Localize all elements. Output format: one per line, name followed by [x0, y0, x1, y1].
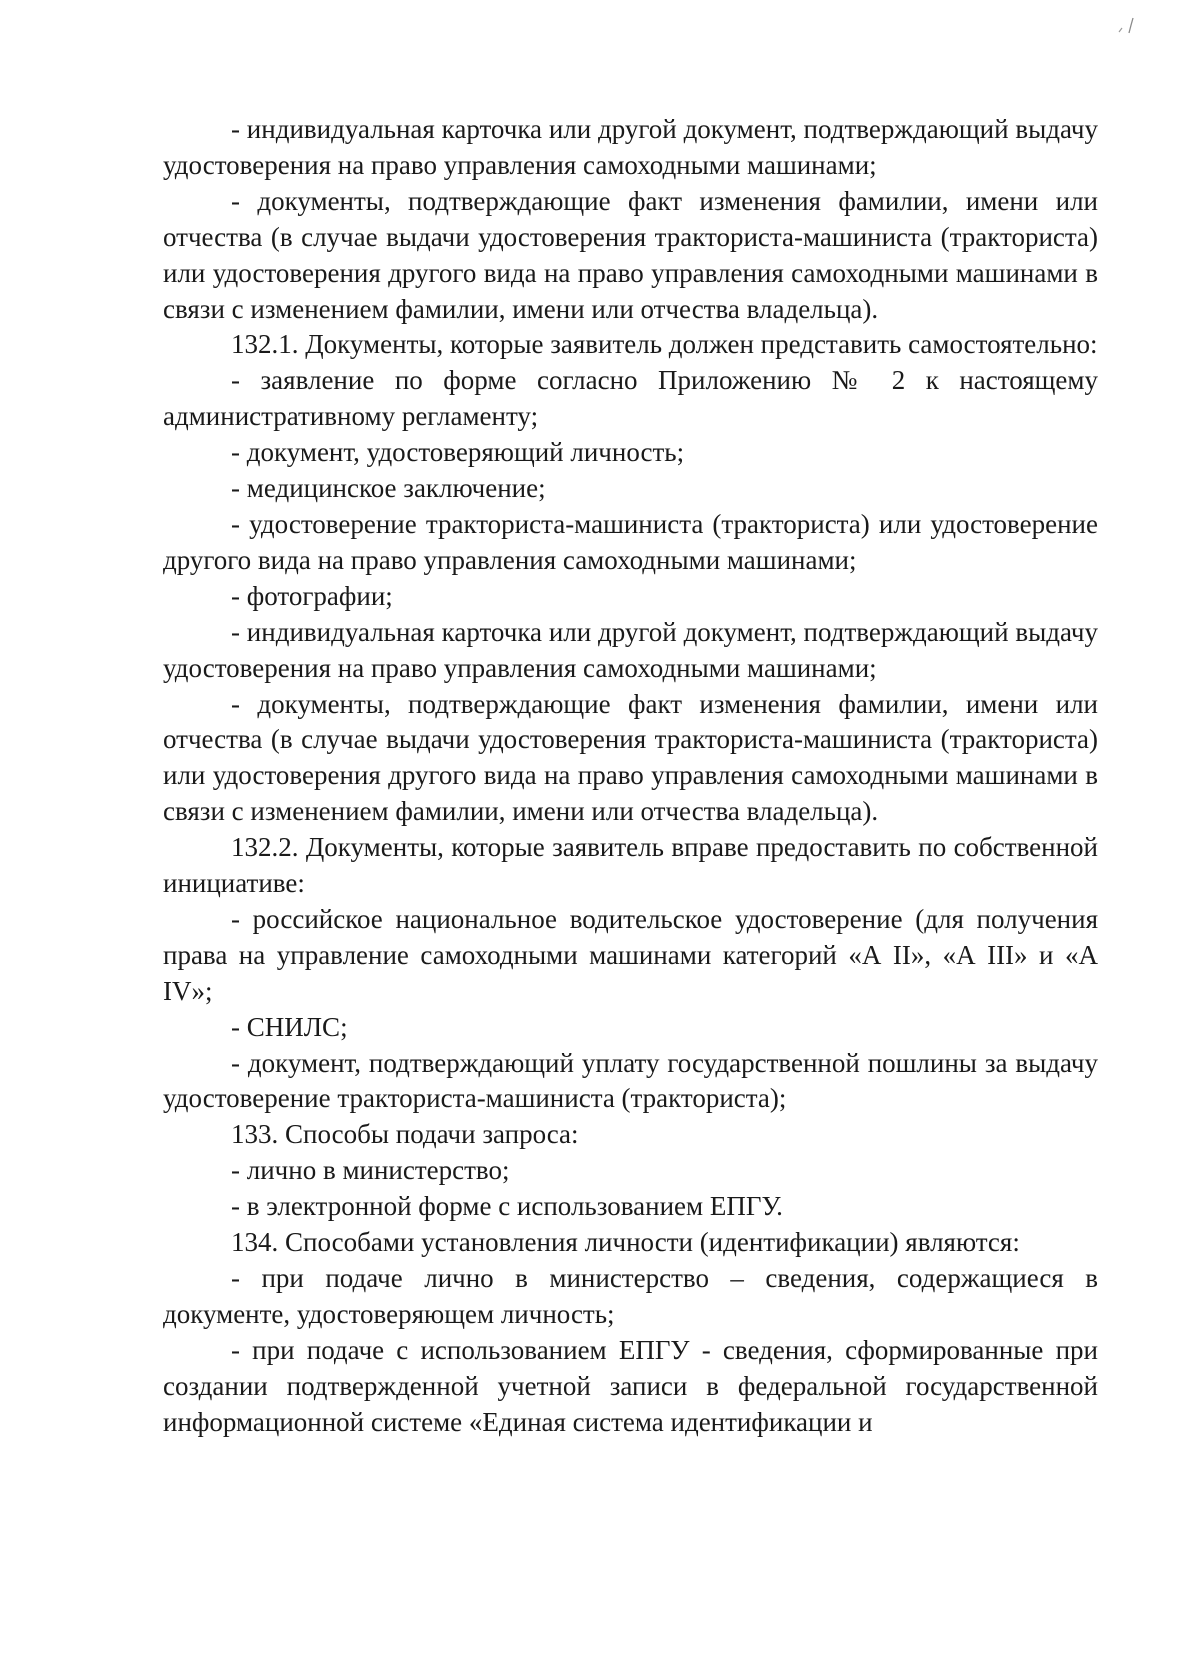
- paragraph-10: - документы, подтверждающие факт изменения фамилии, имени или отчества (в случае выдачи удостоверения тракториста-машиниста (тракториста) или удостоверения другого вида на право управления самоходными машинами в связи с изменением фамилии, имени или отчества владельца).: [163, 688, 1098, 827]
- paragraph-2: - документы, подтверждающие факт изменения фамилии, имени или отчества (в случае выдачи удостоверения тракториста-машиниста (тракториста) или удостоверения другого вида на право управления самоходными машинами в связи с изменением фамилии, имени или отчества владельца).: [163, 185, 1098, 324]
- paragraph-3: 132.1. Документы, которые заявитель должен представить самостоятельно:: [231, 329, 1098, 360]
- document-body: [163, 112, 1098, 1441]
- paragraph-17: - в электронной форме с использованием ЕПГУ.: [231, 1191, 783, 1222]
- paragraph-14: - документ, подтверждающий уплату государственной пошлины за выдачу удостоверение тракториста-машиниста (тракториста);: [163, 1047, 1098, 1114]
- pen-mark-icon: [1113, 14, 1143, 36]
- paragraph-12: - российское национальное водительское удостоверение (для получения права на управление самоходными машинами категорий «А II», «А III» и «А IV»;: [163, 903, 1098, 1006]
- paragraph-13: - СНИЛС;: [231, 1011, 348, 1042]
- paragraph-15: 133. Способы подачи запроса:: [231, 1119, 579, 1150]
- paragraph-16: - лично в министерство;: [231, 1155, 510, 1186]
- paragraph-20: - при подаче с использованием ЕПГУ - сведения, сформированные при создании подтвержденной учетной записи в федеральной государственной информационной системе «Единая система идентификации и: [163, 1334, 1098, 1437]
- paragraph-5: - документ, удостоверяющий личность;: [231, 437, 685, 468]
- paragraph-9: - индивидуальная карточка или другой документ, подтверждающий выдачу удостоверения на право управления самоходными машинами;: [163, 616, 1098, 683]
- paragraph-18: 134. Способами установления личности (идентификации) являются:: [231, 1227, 1020, 1258]
- paragraph-8: - фотографии;: [231, 580, 393, 611]
- paragraph-11: 132.2. Документы, которые заявитель вправе предоставить по собственной инициативе:: [163, 832, 1098, 899]
- paragraph-19: - при подаче лично в министерство – сведения, содержащиеся в документе, удостоверяющем личность;: [163, 1263, 1098, 1329]
- paragraph-1: - индивидуальная карточка или другой документ, подтверждающий выдачу удостоверения на право управления самоходными машинами;: [163, 114, 1098, 180]
- paragraph-6: - медицинское заключение;: [231, 473, 546, 504]
- paragraph-7: - удостоверение тракториста-машиниста (тракториста) или удостоверение другого вида на право управления самоходными машинами;: [163, 508, 1098, 575]
- paragraph-4: - заявление по форме согласно Приложению № 2 к настоящему административному регламенту;: [163, 365, 1098, 432]
